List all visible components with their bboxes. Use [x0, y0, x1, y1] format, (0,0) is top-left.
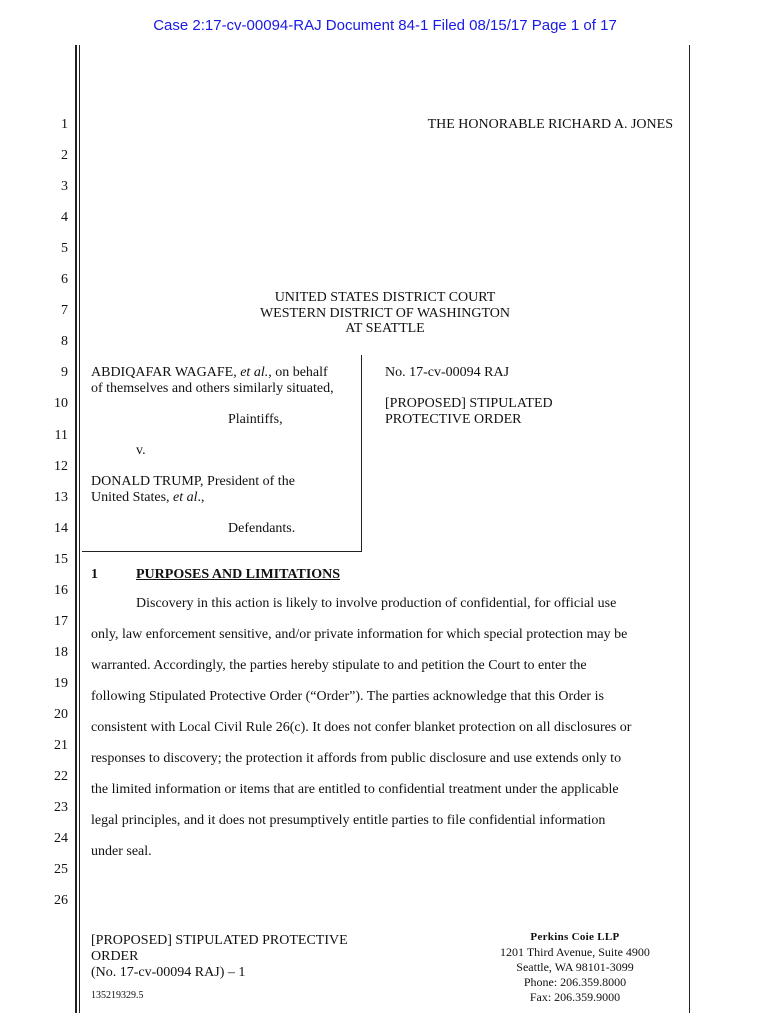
court-line-1: UNITED STATES DISTRICT COURT — [274, 290, 496, 305]
versus-label: v. — [136, 443, 146, 458]
line-number: 14 — [54, 520, 68, 536]
right-margin-rule — [689, 45, 690, 1013]
firm-address-1: 1201 Third Avenue, Suite 4900 — [500, 945, 650, 959]
line-number: 7 — [61, 303, 68, 319]
line-number: 15 — [54, 551, 68, 567]
line-number: 24 — [54, 831, 68, 847]
section-heading — [91, 567, 491, 583]
line-number: 16 — [54, 582, 68, 598]
line-number: 11 — [54, 427, 68, 443]
line-number: 4 — [61, 210, 68, 226]
caption-parties — [91, 365, 359, 537]
plaintiff-line-2: of themselves and others similarly situated, — [91, 381, 334, 396]
court-line-3: AT SEATTLE — [345, 321, 425, 336]
line-number: 12 — [54, 458, 68, 474]
caption-vertical-rule — [361, 355, 362, 551]
firm-address-2: Seattle, WA 98101-3099 — [516, 960, 634, 974]
court-line-2: WESTERN DISTRICT OF WASHINGTON — [259, 305, 511, 321]
court-heading — [200, 290, 570, 337]
body-line: following Stipulated Protective Order (“Order”). The parties acknowledge that this Order is — [91, 689, 604, 704]
section-title: PURPOSES AND LIMITATIONS — [136, 567, 341, 582]
caption-horizontal-rule — [82, 551, 362, 552]
line-number: 13 — [54, 489, 68, 505]
section-number: 1 — [91, 567, 98, 582]
footer-doc-id: 135219329.5 — [91, 990, 144, 1001]
defendants-label: Defendants. — [228, 521, 296, 536]
line-number: 21 — [54, 738, 68, 753]
left-margin-rule-inner — [79, 45, 80, 1013]
line-number: 1 — [61, 117, 68, 132]
footer-title-line-1: [PROPOSED] STIPULATED PROTECTIVE — [91, 933, 348, 948]
body-line: warranted. Accordingly, the parties hereby stipulate to and petition the Court to enter the — [91, 658, 587, 673]
body-line: Discovery in this action is likely to involve production of confidential, for official use — [136, 596, 617, 611]
judge-name: THE HONORABLE RICHARD A. JONES — [427, 117, 673, 132]
line-number: 8 — [61, 334, 68, 350]
caption-case-info — [385, 365, 645, 428]
line-number: 26 — [54, 893, 68, 909]
line-number: 10 — [54, 396, 68, 412]
footer-document-title — [91, 933, 421, 981]
plaintiffs-label: Plaintiffs, — [228, 412, 283, 427]
defendant-line-2: United States, et al., — [91, 490, 205, 505]
body-line: legal principles, and it does not presumptively entitle parties to file confidential information — [91, 813, 606, 828]
body-line: responses to discovery; the protection it affords from public disclosure and use extends only to — [91, 751, 622, 766]
firm-fax: Fax: 206.359.9000 — [529, 990, 621, 1004]
line-number: 3 — [61, 179, 68, 195]
line-number: 5 — [61, 241, 68, 257]
line-number: 22 — [54, 769, 68, 785]
body-line: only, law enforcement sensitive, and/or private information for which special protection may be — [91, 627, 628, 642]
body-line: the limited information or items that are entitled to confidential treatment under the applicable — [91, 782, 619, 797]
line-number: 25 — [54, 862, 68, 878]
document-title-line-1: [PROPOSED] STIPULATED — [385, 396, 553, 411]
document-title-line-2: PROTECTIVE ORDER — [385, 412, 522, 427]
line-number: 19 — [54, 675, 68, 691]
footer-firm-block — [470, 930, 680, 1005]
firm-name: Perkins Coie LLP — [530, 931, 620, 943]
footer-title-line-2: ORDER — [91, 949, 139, 964]
line-number: 18 — [54, 644, 68, 660]
plaintiff-line-1: ABDIQAFAR WAGAFE, et al., on behalf — [91, 365, 328, 380]
body-line: consistent with Local Civil Rule 26(c). It does not confer blanket protection on all disclosures or — [91, 720, 632, 735]
left-margin-rule — [75, 45, 77, 1013]
line-number: 23 — [54, 800, 68, 816]
case-header-stamp: Case 2:17-cv-00094-RAJ Document 84-1 Filed 08/15/17 Page 1 of 17 — [153, 17, 617, 34]
line-number: 2 — [61, 148, 68, 164]
defendant-line-1: DONALD TRUMP, President of the — [91, 474, 295, 489]
line-number: 9 — [61, 365, 68, 381]
firm-phone: Phone: 206.359.8000 — [523, 975, 627, 989]
line-number: 17 — [54, 613, 68, 629]
case-number: No. 17-cv-00094 RAJ — [385, 365, 510, 380]
line-number: 6 — [61, 272, 68, 288]
body-line: under seal. — [91, 844, 152, 859]
line-number: 20 — [54, 706, 68, 722]
footer-case-page: (No. 17-cv-00094 RAJ) – 1 — [91, 965, 246, 980]
